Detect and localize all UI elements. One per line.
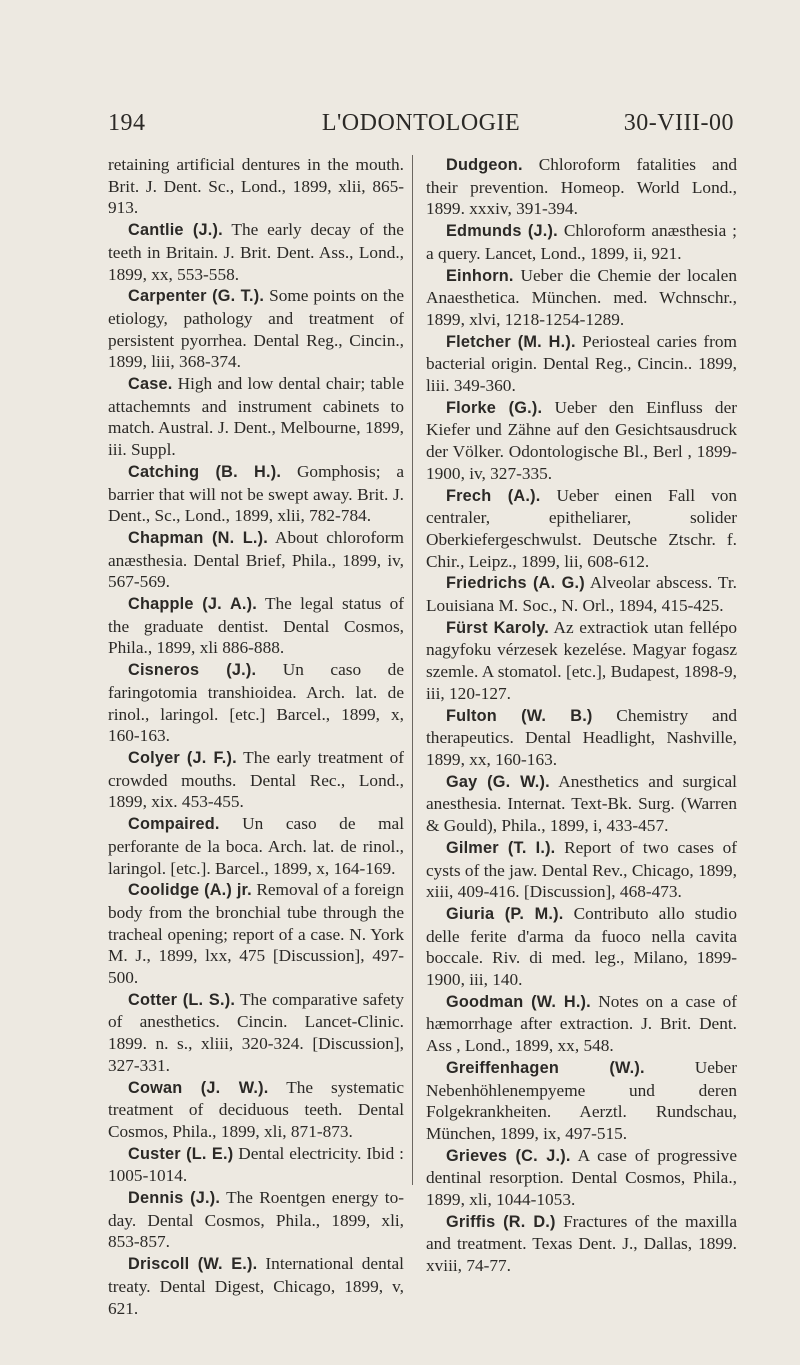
page-number: 194	[108, 110, 146, 136]
entry-text: Az extractiok utan fellépo nagyfoku vérzesek kezelése. Magyar fogasz szemle. A stomatol. [etc.], Budapest, 1898-9, iii, 120-127.	[426, 617, 737, 703]
bibliography-entry	[426, 1145, 737, 1211]
entry-author: Cowan (J. W.).	[128, 1078, 269, 1097]
bibliography-entry	[108, 285, 404, 373]
entry-text: The systematic treatment of deciduous teeth. Dental Cosmos, Phila., 1899, xli, 871-873.	[108, 1077, 404, 1141]
bibliography-entry	[108, 659, 404, 747]
entry-text: Chloroform anæsthesia ; a query. Lancet, Lond., 1899, ii, 921.	[426, 221, 737, 263]
entry-author: Compaired.	[128, 815, 220, 834]
bibliography-entry	[108, 1077, 404, 1143]
entry-author: Grieves (C. J.).	[446, 1146, 571, 1165]
entry-author: Einhorn.	[446, 266, 514, 285]
bibliography-entry	[108, 219, 404, 285]
entry-author: Chapple (J. A.).	[128, 595, 257, 614]
bibliography-entry	[426, 1211, 737, 1277]
column-divider	[412, 155, 413, 1185]
bibliography-entry	[108, 527, 404, 593]
bibliography-entry	[108, 1253, 404, 1319]
entry-author: Driscoll (W. E.).	[128, 1255, 258, 1274]
entry-text: The Roentgen energy to-day. Dental Cosmos, Phila., 1899, xli, 853-857.	[108, 1188, 404, 1252]
issue-date: 30-VIII-00	[623, 110, 734, 136]
entry-author: Coolidge (A.) jr.	[128, 881, 252, 900]
bibliography-entry	[426, 1057, 737, 1145]
entry-author: Griffis (R. D.)	[446, 1212, 556, 1231]
bibliography-entry	[426, 265, 737, 331]
entry-text: Some points on the etiology, pathology and treatment of persistent pyorrhea. Dental Reg., Cincin., 1899, liii, 368-374.	[108, 286, 405, 372]
entry-text: The early treatment of crowded mouths. Dental Rec., Lond., 1899, xix. 453-455.	[108, 747, 405, 812]
entry-author: Colyer (J. F.).	[128, 748, 237, 767]
entry-text: High and low dental chair; table attachemnts and instrument cabinets to match. Austral. J. Dent., Melbourne, 1899, iii. Suppl.	[108, 374, 405, 460]
entry-text: About chloroform anæsthesia. Dental Brief, Phila., 1899, iv, 567-569.	[108, 527, 404, 592]
entry-author: Chapman (N. L.).	[128, 528, 268, 547]
entry-author: Giuria (P. M.).	[446, 904, 564, 923]
bibliography-entry	[426, 397, 737, 485]
bibliography-entry	[426, 617, 737, 705]
bibliography-entry	[108, 373, 404, 461]
entry-text: Report of two cases of cysts of the jaw. Dental Rev., Chicago, 1899, xiii, 409-416. [Discussion], 468-473.	[426, 837, 738, 902]
entry-text: A case of progressive dentinal resorption. Dental Cosmos, Phila., 1899, xli, 1044-1053.	[426, 1145, 737, 1210]
entry-text: Notes on a case of hæmorrhage after extraction. J. Brit. Dent. Ass , Lond., 1899, xx, 548.	[426, 991, 737, 1056]
entry-text: Gomphosis; a barrier that will not be swept away. Brit. J. Dent., Sc., Lond., 1899, xlii, 782-784.	[108, 461, 405, 526]
entry-author: Frech (A.).	[446, 486, 541, 505]
entry-text: International dental treaty. Dental Digest, Chicago, 1899, v, 621.	[108, 1254, 404, 1318]
bibliography-entry	[426, 837, 737, 903]
bibliography-entry	[108, 593, 404, 659]
entry-author: Cotter (L. S.).	[128, 990, 236, 1009]
bibliography-entry	[426, 771, 737, 837]
entry-text: Contributo allo studio delle ferite d'arma da fuoco nella cavita boccale. Riv. di med. leg., Milano, 1899-1900, iii, 140.	[426, 903, 737, 990]
entry-text: Ueber Nebenhöhlenempyeme und deren Folgekrankheiten. Aerztl. Rundschau, München, 1899, ix, 497-515.	[426, 1057, 737, 1143]
entry-text: Un caso de faringotomia transhioidea. Arch. lat. de rinol., laringol. [etc.] Barcel., 1899, x, 160-163.	[108, 660, 404, 746]
entry-text: The comparative safety of anesthetics. Cincin. Lancet-Clinic. 1899. n. s., xliii, 320-324. [Discussion], 327-331.	[108, 989, 404, 1075]
entry-text: Periosteal caries from bacterial origin. Dental Reg., Cincin.. 1899, liii. 349-360.	[426, 331, 737, 396]
entry-author: Carpenter (G. T.).	[128, 287, 265, 306]
entry-text: Alveolar abscess. Tr. Louisiana M. Soc., N. Orl., 1894, 415-425.	[426, 573, 737, 616]
entry-text: Ueber die Chemie der localen Anaesthetica. München. med. Wchnschr., 1899, xlvi, 1218-1254-1289.	[426, 265, 737, 329]
entry-author: Gilmer (T. I.).	[446, 838, 556, 857]
entry-text: Ueber den Einfluss der Kiefer und Zähne auf den Gesichtsausdruck der Völker. Odontologische Bl., Berl , 1899-1900, iv, 327-335.	[426, 397, 737, 483]
bibliography-entry	[426, 572, 737, 616]
bibliography-entry	[426, 220, 737, 264]
bibliography-entry	[426, 903, 737, 991]
bibliography-entry	[108, 1187, 404, 1253]
bibliography-entry	[426, 154, 737, 220]
bibliography-entry	[108, 747, 404, 813]
continued-entry: retaining artificial dentures in the mouth. Brit. J. Dent. Sc., Lond., 1899, xlii, 865-913.	[108, 155, 404, 218]
right-column	[426, 154, 737, 1277]
entry-author: Custer (L. E.)	[128, 1144, 234, 1163]
entry-author: Fulton (W. B.)	[446, 706, 593, 725]
entry-text: Chloroform fatalities and their prevention. Homeop. World Lond., 1899. xxxiv, 391-394.	[426, 155, 737, 219]
entry-author: Greiffenhagen (W.).	[446, 1058, 645, 1077]
running-header	[108, 110, 734, 144]
entry-text: Chemistry and therapeutics. Dental Headlight, Nashville, 1899, xx, 160-163.	[426, 705, 737, 769]
entry-author: Edmunds (J.).	[446, 222, 558, 241]
entry-author: Florke (G.).	[446, 398, 543, 417]
entry-text: Removal of a foreign body from the bronchial tube through the tracheal opening; report of a case. N. York M. J., 1899, lxx, 475 [Discussion], 497-500.	[108, 880, 405, 988]
entry-author: Dennis (J.).	[128, 1189, 221, 1208]
left-column	[108, 154, 404, 1319]
entry-author: Catching (B. H.).	[128, 462, 282, 481]
bibliography-entry	[108, 1143, 404, 1187]
entry-author: Dudgeon.	[446, 156, 523, 174]
entry-text: Anesthetics and surgical anesthesia. Internat. Text-Bk. Surg. (Warren & Gould), Phila., 1899, i, 433-457.	[426, 771, 737, 836]
bibliography-entry	[108, 461, 404, 527]
bibliography-entry	[426, 331, 737, 397]
bibliography-entry	[108, 813, 404, 879]
entry-text: Ueber einen Fall von centraler, epitheliarer, solider Oberkiefergeschwulst. Deutsche Ztschr. f. Chir., Leipz., 1899, lii, 608-612.	[426, 485, 737, 571]
entry-text: The early decay of the teeth in Britain. J. Brit. Dent. Ass., Lond., 1899, xx, 553-558.	[108, 220, 404, 284]
bibliography-entry	[426, 991, 737, 1057]
entry-author: Goodman (W. H.).	[446, 992, 591, 1011]
entry-author: Fletcher (M. H.).	[446, 332, 576, 351]
entry-author: Cantlie (J.).	[128, 221, 223, 240]
entry-text: Un caso de mal perforante de la boca. Arch. lat. de rinol., laringol. [etc.]. Barcel., 1899, x, 164-169.	[108, 814, 404, 878]
bibliography-entry	[426, 485, 737, 573]
entry-text: Fractures of the maxilla and treatment. Texas Dent. J., Dallas, 1899. xviii, 74-77.	[426, 1211, 737, 1276]
entry-author: Gay (G. W.).	[446, 772, 550, 791]
entry-text: The legal status of the graduate dentist. Dental Cosmos, Phila., 1899, xli 886-888.	[108, 594, 404, 658]
bibliography-entry	[108, 879, 404, 989]
journal-title: L'ODONTOLOGIE	[321, 110, 521, 136]
entry-author: Cisneros (J.).	[128, 661, 257, 680]
entry-author: Fürst Karoly.	[446, 618, 549, 637]
entry-author: Friedrichs (A. G.)	[446, 574, 585, 593]
bibliography-entry	[108, 989, 404, 1077]
entry-text: Dental electricity. Ibid : 1005-1014.	[108, 1143, 404, 1186]
entry-author: Case.	[128, 375, 173, 394]
bibliography-entry	[426, 705, 737, 771]
